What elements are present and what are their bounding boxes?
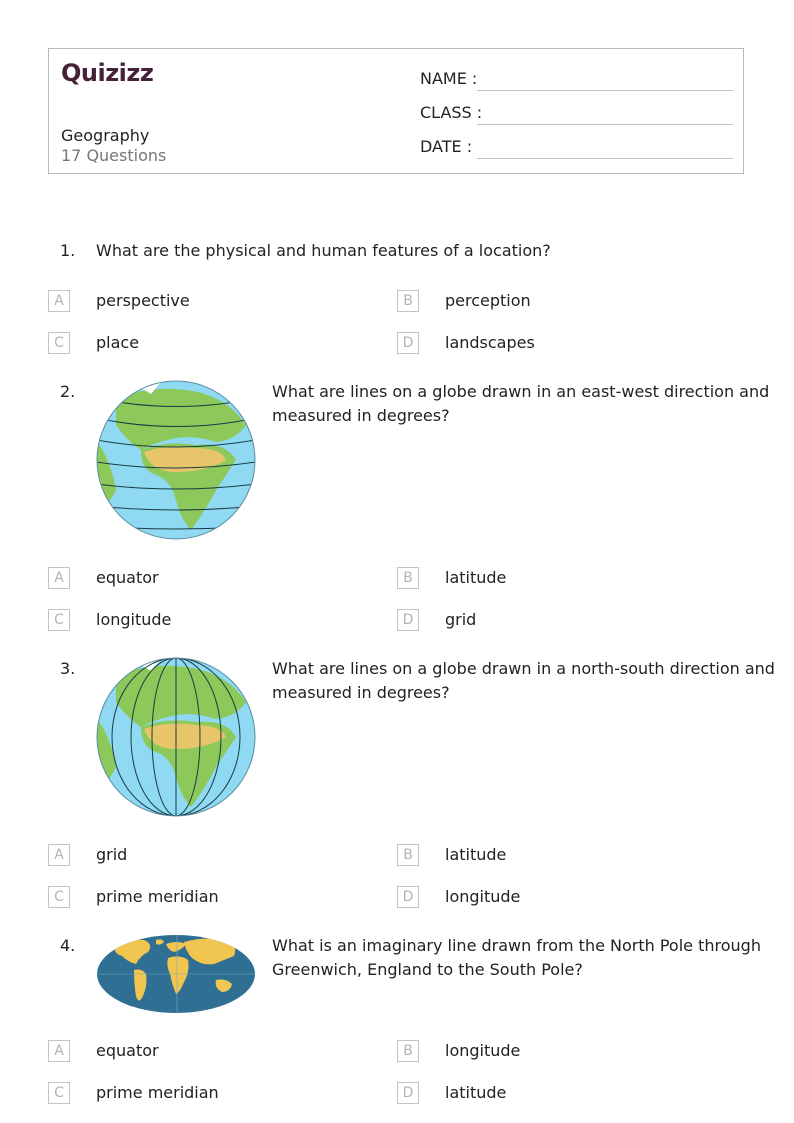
question-text-line-1: What are lines on a globe drawn in an east-west direction and: [272, 382, 770, 401]
option-letter-d[interactable]: D: [397, 609, 419, 631]
option-letter-d[interactable]: D: [397, 886, 419, 908]
date-field[interactable]: [477, 157, 733, 159]
question-text-line-2: measured in degrees?: [272, 406, 450, 425]
option-letter-d[interactable]: D: [397, 1082, 419, 1104]
option-letter-c[interactable]: C: [48, 886, 70, 908]
option-letter-b[interactable]: B: [397, 844, 419, 866]
option-text: grid: [445, 610, 477, 629]
question-number: 4.: [60, 936, 76, 955]
option-text: longitude: [445, 1041, 521, 1060]
question-text-line-2: measured in degrees?: [272, 683, 450, 702]
option-letter-a[interactable]: A: [48, 844, 70, 866]
class-label: CLASS :: [420, 103, 483, 122]
option-text: place: [96, 333, 140, 352]
option-letter-c[interactable]: C: [48, 332, 70, 354]
name-field[interactable]: [477, 89, 733, 91]
question-count: 17 Questions: [61, 146, 167, 165]
option-text: landscapes: [445, 333, 535, 352]
option-letter-a[interactable]: A: [48, 290, 70, 312]
question-text-line-2: Greenwich, England to the South Pole?: [272, 960, 583, 979]
worksheet-header: [48, 48, 744, 174]
name-label: NAME :: [420, 69, 478, 88]
option-letter-b[interactable]: B: [397, 1040, 419, 1062]
question-number: 1.: [60, 241, 76, 260]
option-text: longitude: [96, 610, 172, 629]
option-letter-a[interactable]: A: [48, 1040, 70, 1062]
question-text-line-1: What are lines on a globe drawn in a north-south direction and: [272, 659, 775, 678]
option-text: latitude: [445, 845, 507, 864]
class-field[interactable]: [477, 123, 733, 125]
option-letter-c[interactable]: C: [48, 609, 70, 631]
question-text: What are the physical and human features of a location?: [96, 241, 551, 260]
globe-latitude-lines-icon: [96, 380, 256, 540]
option-text: equator: [96, 568, 159, 587]
date-label: DATE :: [420, 137, 473, 156]
option-text: latitude: [445, 568, 507, 587]
option-text: latitude: [445, 1083, 507, 1102]
option-letter-c[interactable]: C: [48, 1082, 70, 1104]
quizizz-logo: Quizizz: [61, 59, 154, 87]
globe-longitude-lines-icon: [96, 657, 256, 817]
option-letter-a[interactable]: A: [48, 567, 70, 589]
option-text: grid: [96, 845, 128, 864]
option-text: longitude: [445, 887, 521, 906]
question-number: 2.: [60, 382, 76, 401]
option-letter-b[interactable]: B: [397, 567, 419, 589]
question-text-line-1: What is an imaginary line drawn from the North Pole through: [272, 936, 761, 955]
option-text: prime meridian: [96, 1083, 219, 1102]
option-text: prime meridian: [96, 887, 219, 906]
option-text: perspective: [96, 291, 190, 310]
option-letter-b[interactable]: B: [397, 290, 419, 312]
world-map-oval-icon: [96, 934, 256, 1014]
option-text: perception: [445, 291, 531, 310]
option-text: equator: [96, 1041, 159, 1060]
question-number: 3.: [60, 659, 76, 678]
subject-title: Geography: [61, 126, 150, 145]
option-letter-d[interactable]: D: [397, 332, 419, 354]
